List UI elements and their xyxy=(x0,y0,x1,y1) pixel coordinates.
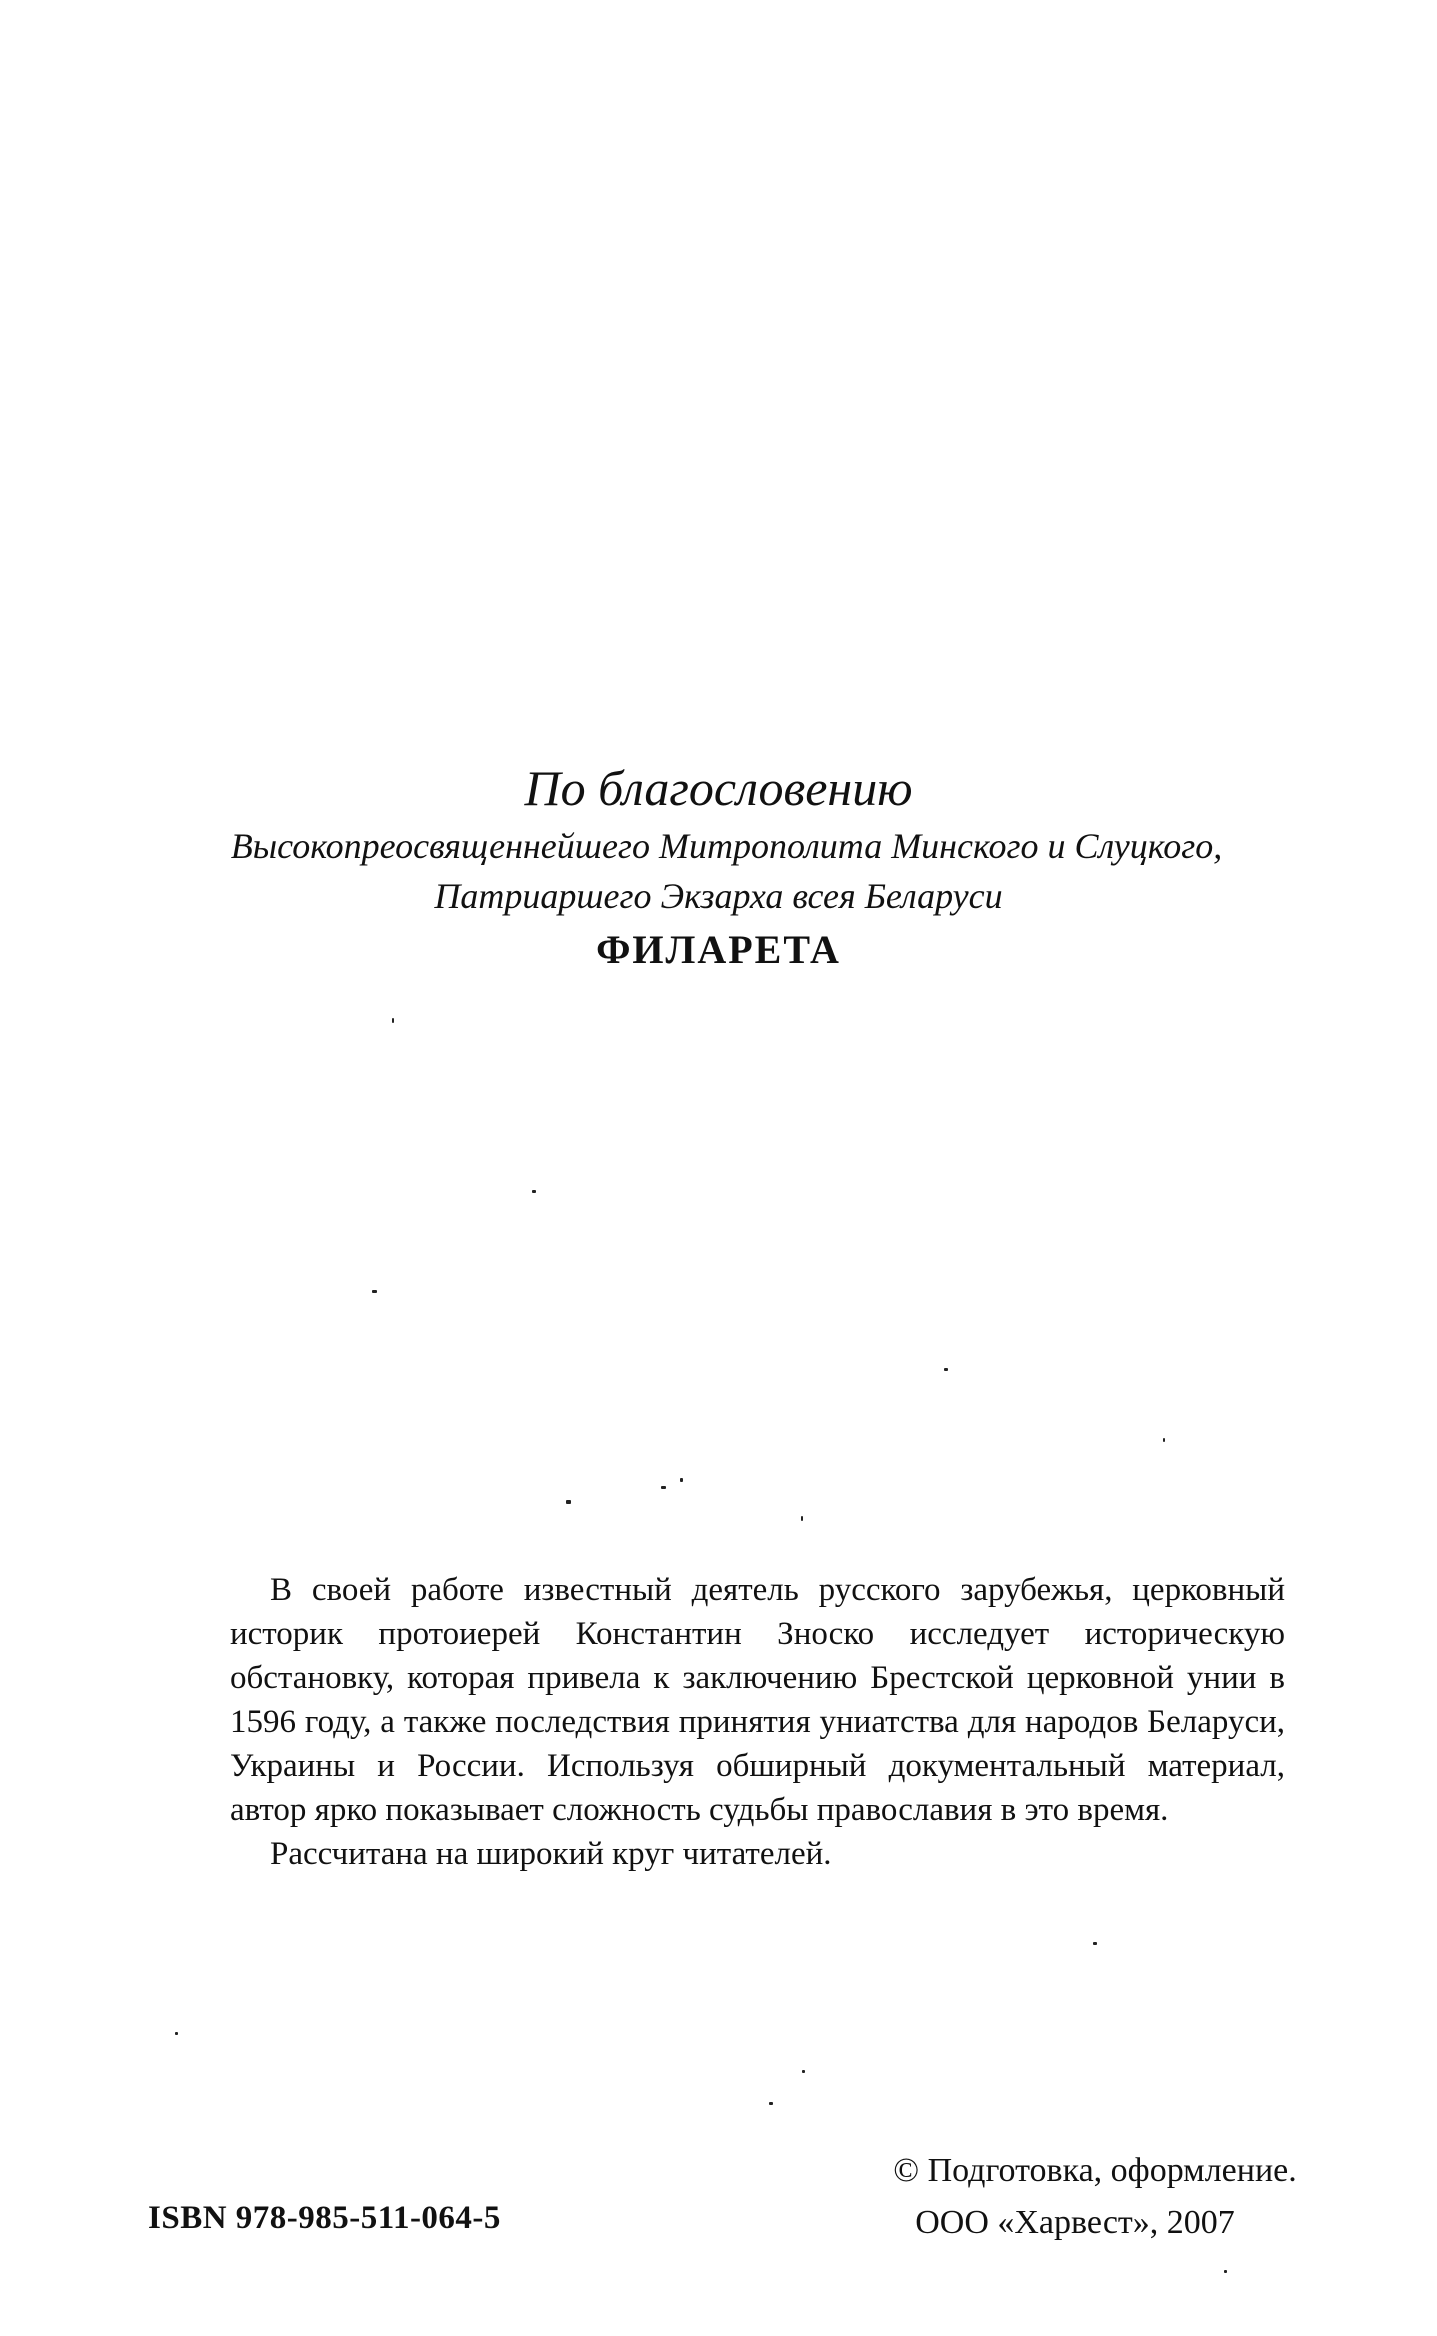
copyright-line-1: © Подготовка, оформление. xyxy=(893,2152,1297,2189)
blessing-name: ФИЛАРЕТА xyxy=(596,927,841,972)
scan-speck xyxy=(944,1368,948,1371)
scan-speck xyxy=(392,1018,394,1023)
scan-speck xyxy=(1163,1438,1165,1442)
scan-speck xyxy=(680,1478,683,1482)
copyright-notice xyxy=(860,2145,1330,2249)
scan-speck xyxy=(802,2070,805,2073)
annotation-paragraph: В своей работе известный деятель русского зарубежья, церковный историк протоиерей Константин Зноско исследует историческую обстановку, которая привела к заключению Брестской церковной унии в 1596 году, а также последствия принятия униатства для народов Беларуси, Украины и России. Используя обширный документальный материал, автор ярко показывает сложность судьбы православия в это время. xyxy=(230,1572,1285,1828)
isbn-number: ISBN 978-985-511-064-5 xyxy=(148,2200,501,2236)
scan-speck xyxy=(566,1500,571,1504)
annotation-audience: Рассчитана на широкий круг читателей. xyxy=(270,1836,832,1872)
blessing-metropolitan-title: Высокопреосвященнейшего Митрополита Минского и Слуцкого, xyxy=(230,826,1223,866)
scan-speck xyxy=(1224,2270,1227,2273)
scan-speck xyxy=(175,2032,178,2035)
copyright-line-2: ООО «Харвест», 2007 xyxy=(915,2204,1235,2241)
scan-speck xyxy=(661,1486,666,1489)
blessing-block xyxy=(0,755,1437,979)
blessing-exarch-title: Патриаршего Экзарха всея Беларуси xyxy=(434,876,1003,916)
book-annotation xyxy=(230,1568,1285,1876)
scan-speck xyxy=(372,1290,377,1293)
scan-speck xyxy=(532,1190,536,1193)
scan-speck xyxy=(1093,1942,1097,1945)
scan-speck xyxy=(769,2102,773,2105)
scan-speck xyxy=(801,1516,803,1521)
blessing-heading: По благословению xyxy=(524,760,913,816)
